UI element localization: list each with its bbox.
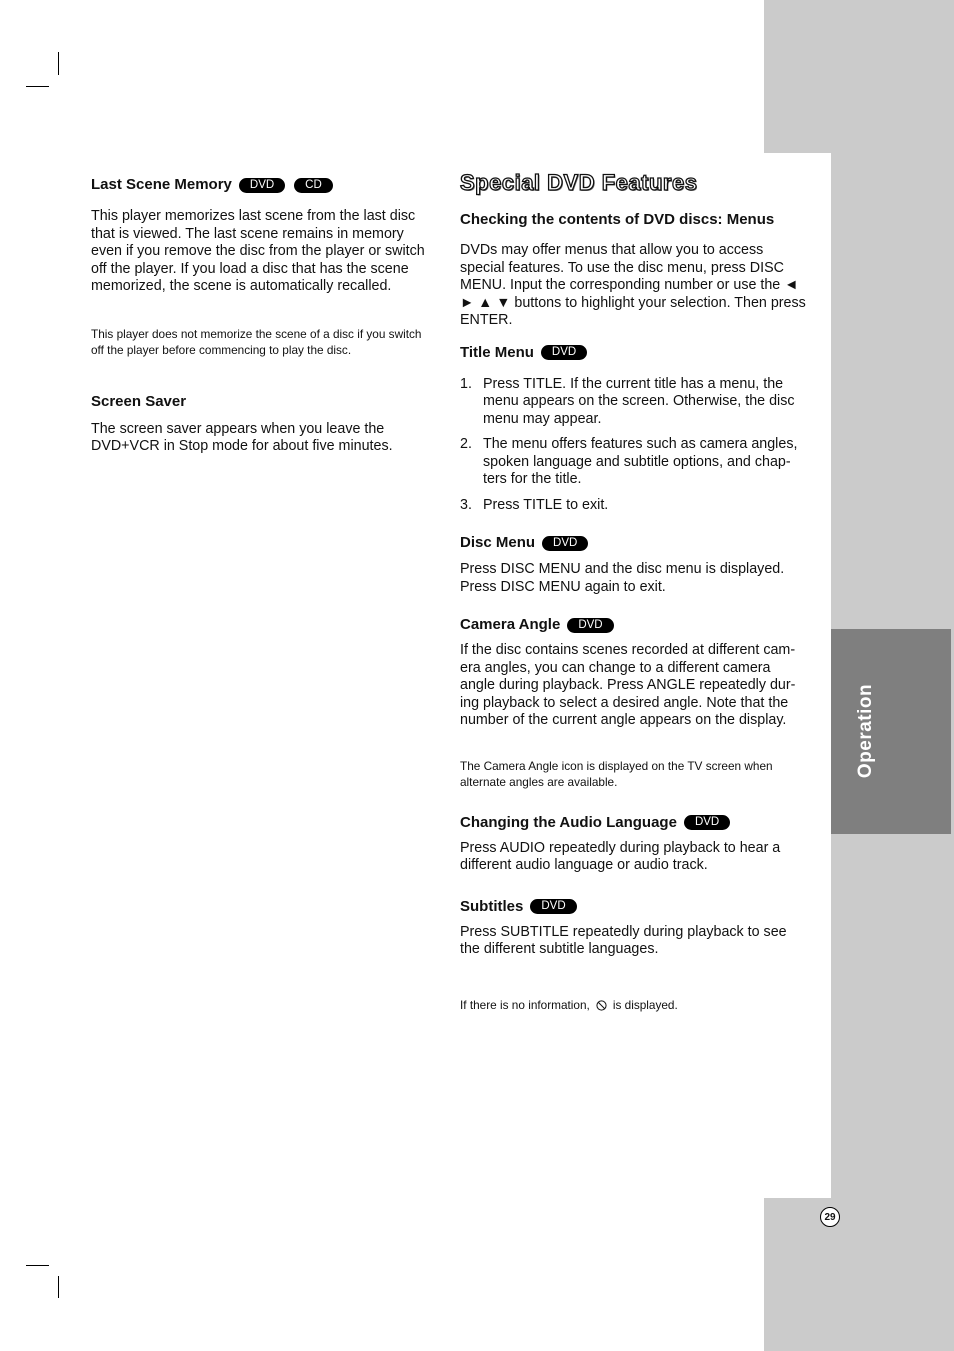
last-scene-heading	[91, 175, 436, 195]
subtitles-body: Press SUBTITLE repeatedly during playback to see the different subtitle languages.	[460, 923, 787, 957]
subtitles-note	[460, 997, 806, 1014]
operation-tab-label: Operation	[855, 683, 876, 779]
crop-mark	[58, 52, 59, 75]
right-column	[460, 170, 806, 1013]
operation-tab	[831, 629, 951, 834]
disc-menu-heading	[460, 533, 806, 553]
cd-badge: CD	[294, 178, 333, 193]
dvd-badge: DVD	[541, 345, 587, 360]
step-number: 1.	[460, 375, 472, 392]
screen-saver-body: The screen saver appears when you leave the DVD+VCR in Stop mode for about five minutes.	[91, 420, 393, 454]
audio-language-title: Changing the Audio Language	[460, 813, 677, 831]
page-title: Special DVD Features	[460, 170, 698, 195]
side-band-bottom	[764, 1198, 954, 1351]
camera-angle-heading	[460, 615, 806, 635]
list-item	[460, 497, 806, 515]
list-item	[460, 436, 806, 489]
dvd-badge: DVD	[542, 536, 588, 551]
camera-angle-note: The Camera Angle icon is displayed on the TV screen when alternate angles are available.	[460, 758, 773, 789]
subtitles-heading	[460, 897, 806, 917]
step-text: Press TITLE. If the current title has a menu, the menu appears on the screen. Otherwise, the disc menu may appear.	[483, 375, 795, 427]
step-text: The menu offers features such as camera angles, spoken language and subtitle options, and chap-ters for the title.	[483, 436, 798, 487]
left-column	[91, 175, 436, 456]
checking-body: DVDs may offer menus that allow you to access special features. To use the disc menu, press DISC MENU. Input the corresponding number or use the ◄ ► ▲ ▼ buttons to highlight your selection. Then press ENTER.	[460, 242, 806, 328]
checking-heading: Checking the contents of DVD discs: Menus	[460, 211, 775, 228]
page-number: 29	[820, 1207, 840, 1227]
disc-menu-body: Press DISC MENU and the disc menu is displayed. Press DISC MENU again to exit.	[460, 561, 785, 595]
dvd-badge: DVD	[684, 815, 730, 830]
last-scene-note: This player does not memorize the scene of a disc if you switch off the player before commencing to play the disc.	[91, 326, 422, 357]
list-item	[460, 376, 806, 429]
camera-angle-body: If the disc contains scenes recorded at different cam-era angles, you can change to a different camera angle during playback. Press ANGLE repeatedly dur-ing playback to select a desired angle. Note that the number of the current angle appears on the display.	[460, 642, 796, 728]
prohibited-icon	[596, 1000, 607, 1011]
audio-language-heading	[460, 813, 806, 833]
step-number: 3.	[460, 496, 472, 513]
last-scene-title: Last Scene Memory	[91, 176, 232, 193]
subtitles-note-after: is displayed.	[612, 997, 678, 1012]
camera-angle-title: Camera Angle	[460, 616, 561, 633]
step-text: Press TITLE to exit.	[483, 496, 609, 513]
dvd-badge: DVD	[567, 618, 613, 633]
subtitles-note-before: If there is no information,	[460, 997, 590, 1012]
last-scene-body: This player memorizes last scene from the last disc that is viewed. The last scene remains in memory even if you remove the disc from the player or switch off the player. If you load a disc that has the scene memorized, the scene is automatically recalled.	[91, 208, 425, 294]
step-number: 2.	[460, 436, 472, 452]
disc-menu-title: Disc Menu	[460, 534, 536, 551]
dvd-badge: DVD	[530, 899, 576, 914]
title-menu-heading	[460, 343, 806, 363]
audio-language-body: Press AUDIO repeatedly during playback to hear a different audio language or audio track.	[460, 839, 781, 873]
screen-saver-heading: Screen Saver	[91, 392, 187, 410]
title-menu-steps	[460, 376, 806, 515]
crop-mark	[58, 1276, 59, 1298]
crop-mark	[26, 1265, 49, 1266]
title-menu-title: Title Menu	[460, 343, 534, 361]
crop-mark	[26, 86, 49, 87]
subtitles-title: Subtitles	[460, 897, 524, 915]
dvd-badge: DVD	[239, 178, 285, 193]
